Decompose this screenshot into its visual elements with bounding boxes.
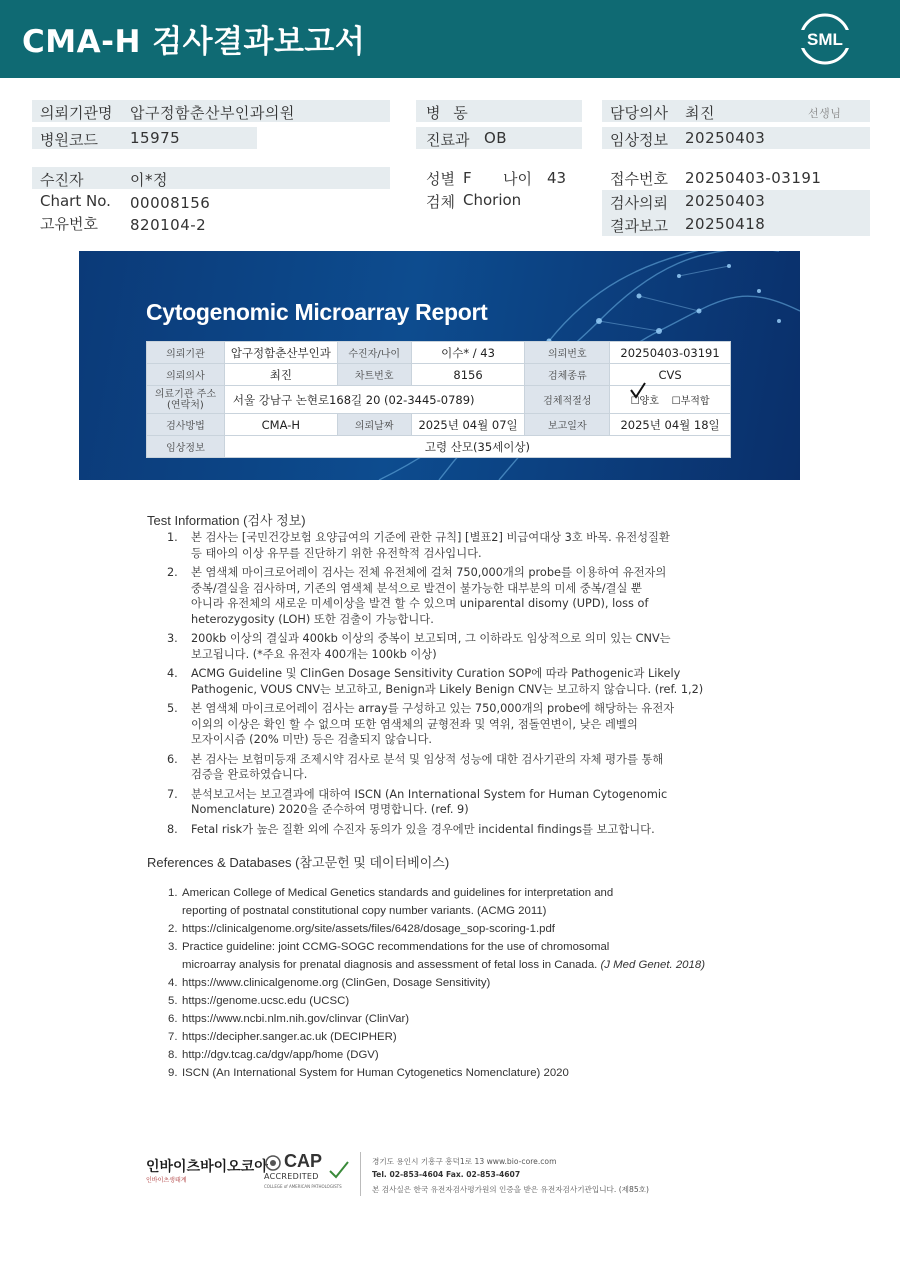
- item-line: [182, 956, 768, 974]
- table-row: [147, 414, 731, 436]
- dept-label: 진료과: [426, 131, 470, 149]
- clinical-value: 20250403: [685, 129, 766, 147]
- footer-tel: Tel. 02-853-4604 Fax. 02-853-4607: [372, 1170, 521, 1179]
- adequacy-good-label: 양호: [639, 396, 659, 407]
- checkmark-icon: [630, 382, 646, 400]
- adequacy-bad-label: 부적합: [680, 396, 710, 407]
- checkbox-checked-icon: ☐: [630, 396, 640, 407]
- accredited-text: ACCREDITED: [264, 1172, 319, 1181]
- company-sub: 인바이츠생태계: [146, 1177, 187, 1184]
- list-item: [167, 666, 737, 697]
- patient-name-label: 수진자: [40, 171, 84, 189]
- list-item: [168, 920, 768, 938]
- cell-label: 수진자/나이: [337, 342, 411, 364]
- cap-accredited-logo: [264, 1151, 354, 1194]
- cell-value: 압구정함춘산부인과: [224, 342, 337, 364]
- cell-label: 보고일자: [525, 414, 610, 436]
- footer-cert: 본 검사실은 한국 유전자검사평가원의 인증을 받은 유전자검사기관입니다. (제85호): [372, 1185, 649, 1194]
- sex-value: F: [463, 169, 472, 187]
- cover-title: Cytogenomic Microarray Report: [146, 299, 488, 325]
- list-item: [167, 701, 737, 748]
- item-line: ISCN (An International System for Human Cytogenetics Nomenclature) 2020: [182, 1067, 569, 1079]
- item-number: 3.: [168, 941, 178, 953]
- company-logo: 인바이츠바이오코아: [146, 1159, 268, 1175]
- doctor-suffix: 선생님: [808, 107, 842, 120]
- cell-value: 2025년 04월 18일: [610, 414, 731, 436]
- item-line: 검증을 완료하였습니다.: [191, 768, 308, 781]
- list-item: [167, 530, 737, 561]
- age-value: 43: [547, 169, 567, 187]
- cover-info-table: [146, 341, 731, 458]
- cap-check-icon: [328, 1160, 350, 1180]
- journal-citation: (J Med Genet. 2018): [600, 959, 705, 971]
- report-label: 결과보고: [610, 217, 668, 235]
- patient-name-value: 이*정: [130, 171, 168, 189]
- item-number: 5.: [168, 995, 178, 1007]
- chart-value: 00008156: [130, 194, 211, 212]
- reference-link: http://dgv.tcag.ca/dgv/app/home (DGV): [182, 1049, 379, 1061]
- item-number: 6.: [168, 1013, 178, 1025]
- report-header: [0, 0, 900, 78]
- list-item: [168, 938, 768, 974]
- item-number: 5.: [167, 702, 178, 715]
- dates-box: [602, 190, 870, 236]
- references-heading: References & Databases (참고문헌 및 데이터베이스): [147, 855, 450, 870]
- item-line: Practice guideline: joint CCMG-SOGC recommendations for the use of chromosomal: [182, 941, 610, 953]
- report-title: CMA-H 검사결과보고서: [22, 24, 366, 60]
- item-number: 1.: [167, 531, 178, 544]
- checkbox-empty-icon: ☐: [671, 396, 681, 407]
- item-line: 본 염색체 마이크로어레이 검사는 array를 구성하고 있는 750,000개의 probe에 해당하는 유전자: [191, 702, 675, 715]
- item-line: 200kb 이상의 결실과 400kb 이상의 중복이 보고되며, 그 이하라도 임상적으로 의미 있는 CNV는: [191, 632, 671, 645]
- ward-label: 병 동: [426, 104, 472, 122]
- doctor-label: 담당의사: [610, 104, 668, 122]
- item-line: 본 검사는 보험미등재 조제시약 검사로 분석 및 임상적 성능에 대한 검사기관의 자체 평가를 통해: [191, 752, 664, 766]
- test-info-heading: Test Information (검사 정보): [147, 513, 306, 528]
- cell-label: [147, 386, 225, 414]
- item-line: 이외의 이상은 확인 할 수 없으며 또한 염색체의 균형전좌 및 역위, 점돌연변이, 낮은 레벨의: [191, 717, 638, 731]
- item-number: 9.: [168, 1067, 178, 1079]
- item-number: 7.: [167, 787, 178, 801]
- cell-label: 의뢰날짜: [337, 414, 411, 436]
- specimen-label: 검체: [426, 193, 455, 211]
- cell-label: 검사방법: [147, 414, 225, 436]
- uid-label: 고유번호: [40, 215, 98, 233]
- item-line: ACMG Guideline 및 ClinGen Dosage Sensitivity Curation SOP에 따라 Pathogenic과 Likely: [191, 667, 681, 680]
- cell-value: 8156: [411, 364, 525, 386]
- cell-label: 의뢰번호: [525, 342, 610, 364]
- cell-label: 차트번호: [337, 364, 411, 386]
- item-line: 등 태아의 이상 유무를 진단하기 위한 유전학적 검사입니다.: [191, 546, 482, 560]
- microarray-cover: [79, 251, 800, 480]
- reference-link: https://genome.ucsc.edu (UCSC): [182, 995, 350, 1007]
- item-line: American College of Medical Genetics standards and guidelines for interpretation and: [182, 887, 614, 899]
- cell-label: 검체종류: [525, 364, 610, 386]
- doctor-row: [602, 100, 870, 122]
- chart-label: Chart No.: [40, 192, 111, 210]
- institution-value: 압구정함춘산부인과의원: [130, 104, 295, 122]
- uid-value: 820104-2: [130, 216, 207, 234]
- adequacy-bad: [672, 396, 710, 407]
- item-line-text: microarray analysis for prenatal diagnosis and assessment of fetal loss in Canada.: [182, 959, 598, 971]
- list-item: [167, 631, 737, 662]
- list-item: [167, 565, 737, 627]
- list-item: [168, 1064, 768, 1082]
- item-line: Nomenclature) 2020을 준수하여 명명합니다. (ref. 9): [191, 803, 469, 816]
- item-line: Fetal risk가 높은 질환 외에 수진자 동의가 있을 경우에만 incidental findings를 보고합니다.: [191, 822, 655, 836]
- reference-link: https://www.clinicalgenome.org (ClinGen, Dosage Sensitivity): [182, 977, 491, 989]
- list-item: [167, 752, 737, 783]
- receipt-value: 20250403-03191: [685, 169, 822, 187]
- table-row: [147, 386, 731, 414]
- institution-label: 의뢰기관명: [40, 104, 113, 122]
- table-row: [147, 436, 731, 458]
- item-number: 4.: [168, 977, 178, 989]
- hospital-code-label: 병원코드: [40, 131, 98, 149]
- adequacy-options: [610, 386, 731, 414]
- cell-label: 임상정보: [147, 436, 225, 458]
- doctor-value: 최진: [685, 104, 715, 122]
- list-item: [168, 1010, 768, 1028]
- specimen-value: Chorion: [463, 191, 522, 209]
- list-item: [168, 974, 768, 992]
- item-line: 분석보고서는 보고결과에 대하여 ISCN (An International System for Human Cytogenomic: [191, 787, 668, 801]
- cell-label: 검체적절성: [525, 386, 610, 414]
- reference-link: https://clinicalgenome.org/site/assets/files/6428/dosage_sop-scoring-1.pdf: [182, 923, 555, 935]
- cell-value: 최진: [224, 364, 337, 386]
- cell-value: CVS: [610, 364, 731, 386]
- item-number: 2.: [167, 566, 178, 579]
- item-line: 아니라 유전체의 새로운 미세이상을 발견 할 수 있으며 uniparental disomy (UPD), loss of: [191, 597, 649, 610]
- cell-value: 2025년 04월 07일: [411, 414, 525, 436]
- cell-label: 의뢰기관: [147, 342, 225, 364]
- dept-row: [416, 127, 582, 149]
- item-number: 7.: [168, 1031, 178, 1043]
- cell-value: 이수* / 43: [411, 342, 525, 364]
- item-line: Pathogenic, VOUS CNV는 보고하고, Benign과 Likely Benign CNV는 보고하지 않습니다. (ref. 1,2): [191, 682, 704, 696]
- item-line: 모자이시즘 (20% 미만) 등은 검출되지 않습니다.: [191, 733, 432, 746]
- footer-divider: [360, 1152, 361, 1196]
- item-line: 본 염색체 마이크로어레이 검사는 전체 유전체에 걸쳐 750,000개의 probe를 이용하여 유전자의: [191, 566, 667, 579]
- item-number: 8.: [168, 1049, 178, 1061]
- reference-link: https://www.ncbi.nlm.nih.gov/clinvar (ClinVar): [182, 1013, 410, 1025]
- adequacy-good: [631, 392, 659, 407]
- table-row: [147, 342, 731, 364]
- item-line: 본 검사는 [국민건강보험 요양급여의 기준에 관한 규칙] [별표2] 비급여대상 3호 바목. 유전성질환: [191, 531, 670, 544]
- item-line: 중복/결실을 검사하며, 기존의 염색체 분석으로 발견이 불가능한 대부분의 미세 중복/결실 뿐: [191, 581, 642, 595]
- item-number: 6.: [167, 752, 178, 766]
- list-item: [167, 822, 737, 838]
- list-item: [168, 992, 768, 1010]
- clinical-row: [602, 127, 870, 149]
- cell-value: 고령 산모(35세이상): [224, 436, 730, 458]
- ward-row: [416, 100, 582, 122]
- dept-value: OB: [484, 129, 508, 147]
- request-label: 검사의뢰: [610, 194, 668, 212]
- item-number: 1.: [168, 887, 178, 899]
- cap-emblem-icon: [264, 1154, 282, 1172]
- footer: [146, 1150, 766, 1200]
- list-item: [168, 1046, 768, 1064]
- references-list: [168, 884, 768, 1082]
- age-label: 나이: [503, 170, 532, 188]
- item-number: 3.: [167, 632, 178, 645]
- cap-text: CAP: [284, 1151, 323, 1171]
- sml-logo-text: SML: [807, 30, 843, 49]
- sml-logo: [796, 12, 854, 66]
- item-line: reporting of postnatal constitutional copy number variants. (ACMG 2011): [182, 905, 547, 917]
- reference-link: https://decipher.sanger.ac.uk (DECIPHER): [182, 1031, 397, 1043]
- item-line: heterozygosity (LOH) 또한 검출이 가능합니다.: [191, 612, 434, 626]
- item-number: 4.: [167, 667, 178, 680]
- item-number: 2.: [168, 923, 178, 935]
- request-value: 20250403: [685, 192, 766, 210]
- list-item: [168, 1028, 768, 1046]
- receipt-label: 접수번호: [610, 170, 668, 188]
- item-line: 보고됩니다. (*주요 유전자 400개는 100kb 이상): [191, 647, 437, 661]
- footer-address: 경기도 용인시 기흥구 흥덕1로 13 www.bio-core.com: [372, 1157, 557, 1166]
- address-label: 의료기관 주소: [154, 388, 216, 400]
- list-item: [168, 884, 768, 920]
- report-value: 20250418: [685, 215, 766, 233]
- contact-label: (연락처): [167, 399, 204, 411]
- cell-value: CMA-H: [224, 414, 337, 436]
- cap-sub-text: COLLEGE of AMERICAN PATHOLOGISTS: [264, 1184, 342, 1189]
- institution-row: [32, 100, 390, 122]
- hospital-code-value: 15975: [130, 129, 181, 147]
- list-item: [167, 787, 737, 818]
- item-number: 8.: [167, 822, 178, 836]
- cell-value: 20250403-03191: [610, 342, 731, 364]
- test-info-list: [167, 530, 737, 841]
- clinical-label: 임상정보: [610, 131, 668, 149]
- address-value: 서울 강남구 논현로168길 20 (02-3445-0789): [224, 386, 525, 414]
- sex-label: 성별: [426, 170, 455, 188]
- patient-name-row: [32, 167, 390, 189]
- cell-label: 의뢰의사: [147, 364, 225, 386]
- hospital-code-row: [32, 127, 257, 149]
